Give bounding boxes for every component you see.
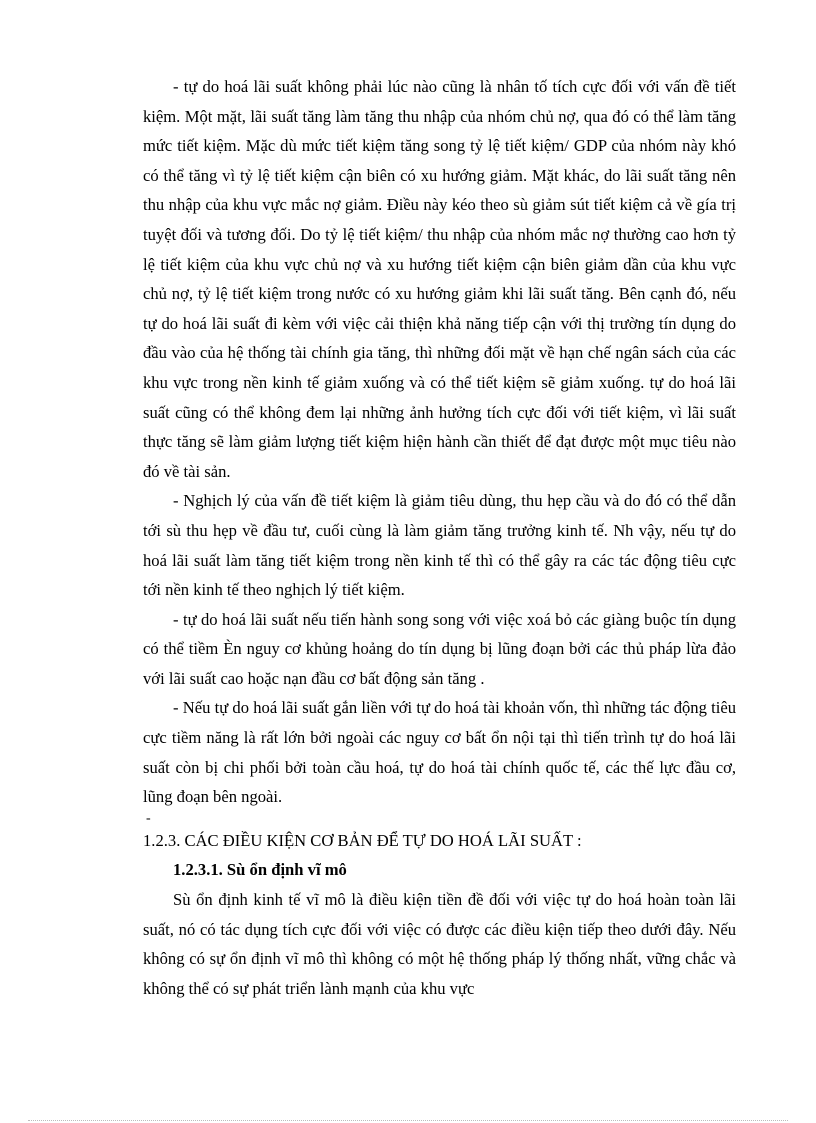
subsection-heading: 1.2.3.1. Sù ổn định vĩ mô bbox=[173, 860, 347, 880]
stray-dash: - bbox=[146, 810, 151, 826]
paragraph-savings-paradox: - Nghịch lý của vấn đề tiết kiệm là giảm tiêu dùng, thu hẹp cầu và do đó có thể dẫn tới sù thu hẹp về đầu tư, cuối cùng là làm giảm tăng trưởng kinh tế. Nh vậy, nếu tự do hoá lãi suất làm tăng tiết kiệm trong nền kinh tế thì có thể gây ra các tác động tiêu cực tới nền kinh tế theo nghịch lý tiết kiệm. bbox=[143, 491, 736, 600]
paragraph-capital-account: - Nếu tự do hoá lãi suất gắn liền với tự do hoá tài khoản vốn, thì những tác động tiêu cực tiềm năng là rất lớn bởi ngoài các nguy cơ bất ổn nội tại thì tiến trình tự do hoá lãi suất còn bị chi phối bởi toàn cầu hoá, tự do hoá tài chính quốc tế, các thế lực đầu cơ, lũng đoạn bên ngoài. bbox=[143, 698, 736, 807]
paragraph-macro-stability: Sù ổn định kinh tế vĩ mô là điều kiện tiền đề đối với việc tự do hoá hoàn toàn lãi suất, nó có tác dụng tích cực đối với việc có được các điều kiện tiếp theo dưới đây. Nếu không có sự ổn định vĩ mô thì không có một hệ thống pháp lý thống nhất, vững chắc và không thể có sự phát triển lành mạnh của khu vực bbox=[143, 890, 736, 998]
section-heading: 1.2.3. CÁC ĐIỀU KIỆN CƠ BẢN ĐỂ TỰ DO HOÁ LÃI SUẤT : bbox=[143, 830, 582, 850]
document-page bbox=[143, 72, 736, 1003]
page-bottom-rule bbox=[28, 1120, 788, 1121]
paragraph-credit-risk: - tự do hoá lãi suất nếu tiến hành song song với việc xoá bỏ các giàng buộc tín dụng có thể tiềm Èn nguy cơ khủng hoảng do tín dụng bị lũng đoạn bởi các thủ pháp lừa đảo với lãi suất cao hoặc nạn đầu cơ bất động sản tăng . bbox=[143, 609, 736, 688]
paragraph-savings-liberalization: - tự do hoá lãi suất không phải lúc nào cũng là nhân tố tích cực đối với vấn đề tiết kiệm. Một mặt, lãi suất tăng làm tăng thu nhập của nhóm chủ nợ, qua đó có thể làm tăng mức tiết kiệm. Mặc dù mức tiết kiệm tăng song tỷ lệ tiết kiệm/ GDP của nhóm này khó có thể tăng vì tỷ lệ tiết kiệm cận biên có xu hướng giảm. Mặt khác, do lãi suất tăng nên thu nhập của khu vực mắc nợ giảm. Điều này kéo theo sù giảm sút tiết kiệm cả về gía trị tuyệt đối và tương đối. Do tỷ lệ tiết kiệm/ thu nhập của nhóm mắc nợ thường cao hơn tỷ lệ tiết kiệm của khu vực chủ nợ và xu hướng tiết kiệm cận biên giảm dần của khu vực chủ nợ, tỷ lệ tiết kiệm trong nước có xu hướng giảm khi lãi suất tăng. Bên cạnh đó, nếu tự do hoá lãi suất đi kèm với việc cải thiện khả năng tiếp cận với thị trường tín dụng do đầu vào của hệ thống tài chính gia tăng, thì những đối mặt về hạn chế ngân sách của các khu vực trong nền kinh tế giảm xuống và có thể tiết kiệm sẽ giảm xuống. tự do hoá lãi suất cũng có thể không đem lại những ảnh hưởng tích cực đối với tiết kiệm, vì lãi suất thực tăng sẽ làm giảm lượng tiết kiệm hiện hành cần thiết để đạt được một mục tiêu nào đó về tài sản. bbox=[143, 77, 736, 481]
